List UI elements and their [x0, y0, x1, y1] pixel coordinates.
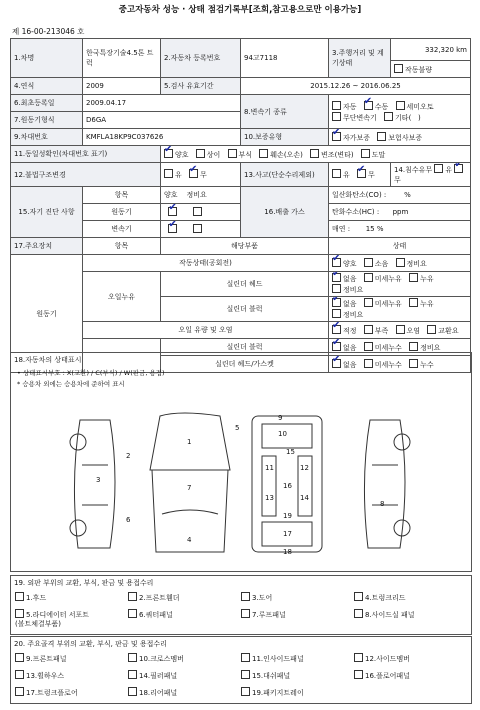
- state-2-opt-1: 미세누유: [374, 300, 402, 308]
- panel-3: 3: [96, 476, 101, 484]
- accident-options: [329, 163, 391, 187]
- panel-13: 13: [265, 494, 274, 502]
- frame-9-checkbox[interactable]: [15, 653, 24, 662]
- devices-col-part: 해당부품: [161, 238, 329, 255]
- device-state-1: [329, 272, 471, 297]
- outer-5-label: 5.라디에이터 서포트: [26, 611, 89, 619]
- outer-7-label: 7.루프패널: [252, 611, 286, 619]
- state-1-opt-3: 정비요: [343, 286, 364, 294]
- gauge-state: [391, 61, 471, 78]
- state-2-opt-3-checkbox[interactable]: [332, 309, 341, 318]
- mileage-label: 3.주행거리 및 계기상태: [329, 39, 391, 78]
- device-part-0: 작동상태(공회전): [83, 255, 329, 272]
- state-1-opt-0-checkbox[interactable]: [332, 273, 341, 282]
- frame-19-label: 19.패키지트레이: [252, 689, 304, 697]
- device-part-1: 실린더 헤드: [161, 272, 329, 297]
- trans-options: [329, 95, 471, 129]
- outer-3-checkbox[interactable]: [241, 592, 250, 601]
- info-table: [10, 38, 471, 373]
- document-number: 제 16-00-213046 호: [12, 27, 85, 36]
- reg-label: 2.자동차 등록번호: [161, 39, 241, 78]
- outer-item: [237, 590, 350, 607]
- frame-item: [350, 651, 471, 668]
- hc-label: 탄화수소(HC) :: [332, 208, 380, 216]
- frame-14-checkbox[interactable]: [128, 670, 137, 679]
- trans-auto-label: 자동: [343, 102, 357, 111]
- outer-item: [237, 607, 350, 624]
- self-diag-label: 15.자기 진단 사항: [11, 187, 83, 238]
- panel-2: 2: [126, 452, 131, 460]
- state-2-opt-1-checkbox[interactable]: [364, 298, 373, 307]
- hc-row: [329, 204, 471, 221]
- diag-trans-good-checkbox[interactable]: [168, 224, 177, 233]
- identity-diff-label: 상이: [206, 150, 221, 159]
- device-state-0: [329, 255, 471, 272]
- panel-4: 4: [187, 536, 192, 544]
- state-5-opt-1: 미세누수: [374, 360, 402, 369]
- flood-no-checkbox[interactable]: [454, 164, 463, 173]
- device-part-5: 실린더 헤드/가스켓: [161, 356, 329, 373]
- year: 2009: [83, 78, 161, 95]
- state-0-opt-0-checkbox[interactable]: [332, 258, 341, 267]
- trans-manual-label: 수동: [374, 102, 389, 111]
- flood-yes-checkbox[interactable]: [434, 164, 443, 173]
- body-state-note2: * 승용차 외에는 승용차에 준하여 표시: [17, 380, 125, 388]
- frame-19-checkbox[interactable]: [241, 687, 250, 696]
- warranty-ins-checkbox[interactable]: [377, 132, 386, 141]
- trans-auto-checkbox[interactable]: [332, 101, 341, 110]
- device-state-3: [329, 322, 471, 339]
- panel-7: 7: [187, 484, 192, 492]
- frame-15-checkbox[interactable]: [241, 670, 250, 679]
- panel-15: 15: [286, 448, 295, 456]
- outer-item: [350, 590, 471, 607]
- frame-item: [124, 685, 237, 702]
- trans-label: 8.변속기 종류: [241, 95, 329, 129]
- year-label: 4.연식: [11, 78, 83, 95]
- identity-theft-label: 도말: [371, 150, 386, 159]
- devices-label: 17.주요장치: [11, 238, 83, 255]
- identity-label: 11.동일성확인(차대번호 표기): [11, 146, 161, 163]
- frame-16-label: 16.플로어패널: [365, 672, 410, 680]
- state-0-opt-1: 소음: [374, 259, 389, 268]
- frame-18-label: 18.리어패널: [139, 689, 178, 697]
- state-5-opt-0: 없음: [343, 360, 357, 369]
- outer-3-label: 3.도어: [252, 594, 273, 602]
- self-diag-col-status: [161, 187, 241, 204]
- frame-13-label: 13.휠하우스: [26, 672, 65, 680]
- panel-18: 18: [283, 548, 292, 556]
- co-unit: %: [404, 191, 411, 199]
- state-2-opt-0-checkbox[interactable]: [332, 298, 341, 307]
- accident-label: 13.사고(단순수리제외): [241, 163, 329, 187]
- state-1-opt-1: 미세누유: [374, 275, 402, 283]
- state-2-opt-3: 정비요: [343, 311, 364, 319]
- trans-other-label: 기타(: [395, 113, 412, 122]
- frame-12-checkbox[interactable]: [354, 653, 363, 662]
- smoke-label: 매연 :: [332, 225, 351, 233]
- frame-17-label: 17.트렁크플로어: [26, 689, 78, 697]
- panel-6: 6: [126, 516, 131, 524]
- state-2-opt-2-checkbox[interactable]: [409, 298, 418, 307]
- state-3-opt-2: 오염: [406, 326, 421, 335]
- car-name-label: 1.차명: [11, 39, 83, 78]
- outer-parts-grid: [11, 590, 471, 631]
- motor-label: 7.원동기형식: [11, 112, 83, 129]
- col-repair: 정비요: [186, 191, 207, 199]
- outer-4-label: 4.트렁크리드: [365, 594, 406, 602]
- state-1-opt-1-checkbox[interactable]: [364, 273, 373, 282]
- outer-1-label: 1.후드: [26, 594, 47, 602]
- frame-item: [11, 685, 124, 702]
- identity-options: [161, 146, 471, 163]
- panel-17: 17: [283, 530, 292, 538]
- state-3-opt-0-checkbox[interactable]: [332, 325, 341, 334]
- co-label: 일산화탄소(CO) :: [332, 191, 387, 199]
- car-left-side: [70, 420, 115, 548]
- state-3-opt-3: 교환요: [438, 326, 459, 335]
- panel-9: 9: [278, 414, 283, 422]
- state-3-opt-1: 부족: [374, 326, 389, 335]
- flood-no-label: 무: [394, 176, 401, 184]
- frame-item: [124, 651, 237, 668]
- reg-no: 94고7118: [241, 39, 329, 78]
- state-1-opt-3-checkbox[interactable]: [332, 284, 341, 293]
- state-4-opt-2-checkbox[interactable]: [409, 342, 418, 351]
- flood-label: 14.침수유무: [394, 166, 433, 174]
- flood-yes-label: 유: [445, 166, 453, 174]
- panel-16: 16: [283, 482, 292, 490]
- panel-8: 8: [380, 500, 385, 508]
- state-1-opt-2: 누유: [420, 275, 434, 283]
- identity-change-label: 변조(변타): [321, 150, 354, 159]
- frame-10-checkbox[interactable]: [128, 653, 137, 662]
- diag-engine-repair-checkbox[interactable]: [193, 207, 202, 216]
- frame-item: [237, 651, 350, 668]
- outer-7-checkbox[interactable]: [241, 609, 250, 618]
- motor: D6GA: [83, 112, 241, 129]
- outer-item: [11, 590, 124, 607]
- frame-11-label: 11.인사이드패널: [252, 655, 304, 663]
- identity-damage-checkbox[interactable]: [259, 149, 268, 158]
- panel-5: 5: [235, 424, 240, 432]
- accident-yes-checkbox[interactable]: [332, 169, 341, 178]
- outer-item: [11, 607, 124, 631]
- vin-label: 9.차대번호: [11, 129, 83, 146]
- frame-9-label: 9.프론트패널: [26, 655, 67, 663]
- outer-item: [124, 607, 237, 624]
- outer-4-checkbox[interactable]: [354, 592, 363, 601]
- state-3-opt-3-checkbox[interactable]: [427, 325, 436, 334]
- outer-item: [350, 607, 471, 624]
- accident-yes-label: 유: [343, 171, 350, 179]
- mileage: 332,320 km: [391, 39, 471, 61]
- identity-good-label: 양호: [175, 150, 189, 159]
- inspect-label: 5.검사 유효기간: [161, 78, 241, 95]
- illegal-no-label: 무: [200, 171, 207, 179]
- state-1-opt-0: 없음: [343, 275, 357, 283]
- identity-diff-checkbox[interactable]: [196, 149, 205, 158]
- body-state-note1: • 상태표시부호 : X(교환) / C(부식) / W(판금, 용접): [17, 369, 165, 377]
- illegal-yes-label: 유: [175, 171, 182, 179]
- gauge-bad-label: 작동불량: [405, 65, 433, 74]
- diag-engine-good-checkbox[interactable]: [168, 207, 177, 216]
- identity-rust-checkbox[interactable]: [228, 149, 237, 158]
- self-diag-col-item: 항목: [83, 187, 161, 204]
- diag-trans-opts: [161, 221, 241, 238]
- diag-row-engine: 원동기: [83, 204, 161, 221]
- hc-unit: ppm: [392, 208, 409, 216]
- trans-manual-checkbox[interactable]: [364, 101, 373, 110]
- devices-col-item: 항목: [83, 238, 161, 255]
- panel-14: 14: [300, 494, 309, 502]
- state-0-opt-2-checkbox[interactable]: [396, 258, 405, 267]
- frame-18-checkbox[interactable]: [128, 687, 137, 696]
- smoke-value: 15 %: [365, 225, 384, 233]
- frame-item: [237, 668, 350, 685]
- identity-theft-checkbox[interactable]: [361, 149, 370, 158]
- frame-16-checkbox[interactable]: [354, 670, 363, 679]
- trans-cvt-label: 무단변속기: [343, 113, 377, 122]
- state-4-opt-2: 정비요: [420, 343, 441, 352]
- state-3-opt-0: 적정: [343, 326, 357, 335]
- page-title: 중고자동차 성능 · 상태 점검기록부[조회,참고용으로만 이용가능]: [118, 5, 362, 15]
- device-part-2: 실린더 블럭: [161, 297, 329, 322]
- emission-label: 16.배출 가스: [241, 187, 329, 238]
- state-2-opt-0: 없음: [343, 300, 357, 308]
- outer-item: [124, 590, 237, 607]
- trans-other-checkbox[interactable]: [384, 112, 393, 121]
- car-diagram: [60, 410, 420, 558]
- panel-19: 19: [283, 512, 292, 520]
- frame-11-checkbox[interactable]: [241, 653, 250, 662]
- frame-12-label: 12.사이드멤버: [365, 655, 410, 663]
- col-good: 양호: [164, 191, 178, 199]
- illegal-options: [161, 163, 241, 187]
- oil-leak-label: 오일누유: [83, 272, 161, 322]
- car-right-side: [364, 420, 410, 548]
- illegal-label: 12.불법구조변경: [11, 163, 161, 187]
- warranty-options: [329, 129, 471, 146]
- panel-11: 11: [265, 464, 274, 472]
- frame-parts-section: [10, 636, 472, 704]
- outer-6-label: 6.쿼터패널: [139, 611, 173, 619]
- accident-no-label: 무: [368, 171, 375, 179]
- frame-14-label: 14.필러패널: [139, 672, 178, 680]
- frame-15-label: 15.대쉬패널: [252, 672, 291, 680]
- frame-item: [124, 668, 237, 685]
- outer-8-checkbox[interactable]: [354, 609, 363, 618]
- frame-13-checkbox[interactable]: [15, 670, 24, 679]
- first-reg-label: 6.최초등록일: [11, 95, 83, 112]
- outer-2-checkbox[interactable]: [128, 592, 137, 601]
- state-2-opt-2: 누유: [420, 300, 434, 308]
- outer-2-label: 2.프론트휀더: [139, 594, 180, 602]
- illegal-no-checkbox[interactable]: [189, 169, 198, 178]
- device-part-4: 실린더 블럭: [161, 339, 329, 356]
- outer-6-checkbox[interactable]: [128, 609, 137, 618]
- frame-17-checkbox[interactable]: [15, 687, 24, 696]
- panel-1: 1: [187, 438, 192, 446]
- device-state-2: [329, 297, 471, 322]
- frame-parts-grid: [11, 651, 471, 702]
- state-3-opt-1-checkbox[interactable]: [364, 325, 373, 334]
- state-4-opt-1-checkbox[interactable]: [364, 342, 373, 351]
- state-1-opt-2-checkbox[interactable]: [409, 273, 418, 282]
- warranty-self-label: 자가보증: [343, 133, 371, 142]
- identity-change-checkbox[interactable]: [310, 149, 319, 158]
- vin: KMFLA18KP9C037626: [83, 129, 241, 146]
- accident-no-checkbox[interactable]: [357, 169, 366, 178]
- frame-item: [237, 685, 350, 702]
- diag-trans-repair-checkbox[interactable]: [193, 224, 202, 233]
- outer-parts-section: [10, 575, 472, 635]
- first-reg: 2009.04.17: [83, 95, 241, 112]
- devices-col-state: 상태: [329, 238, 471, 255]
- state-0-opt-1-checkbox[interactable]: [364, 258, 373, 267]
- outer-1-checkbox[interactable]: [15, 592, 24, 601]
- trans-cvt-checkbox[interactable]: [332, 112, 341, 121]
- outer-5-sub: (볼트체결부품): [15, 620, 62, 628]
- frame-item: [11, 651, 124, 668]
- state-4-opt-0-checkbox[interactable]: [332, 342, 341, 351]
- identity-good-checkbox[interactable]: [164, 149, 173, 158]
- identity-damage-label: 훼손(오손): [270, 150, 303, 159]
- warranty-label: 10.보증유형: [241, 129, 329, 146]
- inspect-period: 2015.12.26 ~ 2016.06.25: [241, 78, 471, 95]
- frame-item: [350, 668, 471, 685]
- state-5-opt-2: 누수: [420, 360, 434, 369]
- panel-10: 10: [278, 430, 287, 438]
- body-state-title: 18.자동차의 상태표시: [14, 356, 82, 364]
- panel-12: 12: [300, 464, 309, 472]
- car-top-front: [150, 413, 230, 552]
- state-0-opt-2: 정비요: [406, 259, 427, 268]
- state-0-opt-0: 양호: [343, 259, 357, 268]
- co-row: [329, 187, 471, 204]
- gauge-bad-checkbox[interactable]: [394, 64, 403, 73]
- diag-engine-opts: [161, 204, 241, 221]
- warranty-self-checkbox[interactable]: [332, 132, 341, 141]
- flood-cell: [391, 163, 471, 187]
- warranty-ins-label: 보험사보증: [388, 133, 423, 142]
- trans-semi-label: 세미오토: [406, 102, 434, 111]
- frame-parts-title: 20. 주요골격 부위의 교환, 부식, 판금 및 용접수리: [14, 640, 167, 648]
- car-name: 한국특장기술4.5톤 트럭: [83, 39, 161, 78]
- state-4-opt-0: 없음: [343, 343, 357, 352]
- outer-8-label: 8.사이드실 패널: [365, 611, 415, 619]
- trans-other-close: ): [418, 113, 421, 122]
- illegal-yes-checkbox[interactable]: [164, 169, 173, 178]
- diag-row-trans: 변속기: [83, 221, 161, 238]
- device-part-3: 오일 유량 및 오염: [83, 322, 329, 339]
- trans-semi-checkbox[interactable]: [396, 101, 405, 110]
- frame-item: [11, 668, 124, 685]
- outer-5-checkbox[interactable]: [15, 609, 24, 618]
- frame-10-label: 10.크로스멤버: [139, 655, 184, 663]
- state-4-opt-1: 미세누수: [374, 343, 402, 352]
- device-group: 원동기: [11, 255, 83, 373]
- identity-rust-label: 부식: [238, 150, 253, 159]
- outer-parts-title: 19. 외판 부위의 교환, 부식, 판금 및 용접수리: [14, 579, 154, 587]
- smoke-row: [329, 221, 471, 238]
- state-3-opt-2-checkbox[interactable]: [396, 325, 405, 334]
